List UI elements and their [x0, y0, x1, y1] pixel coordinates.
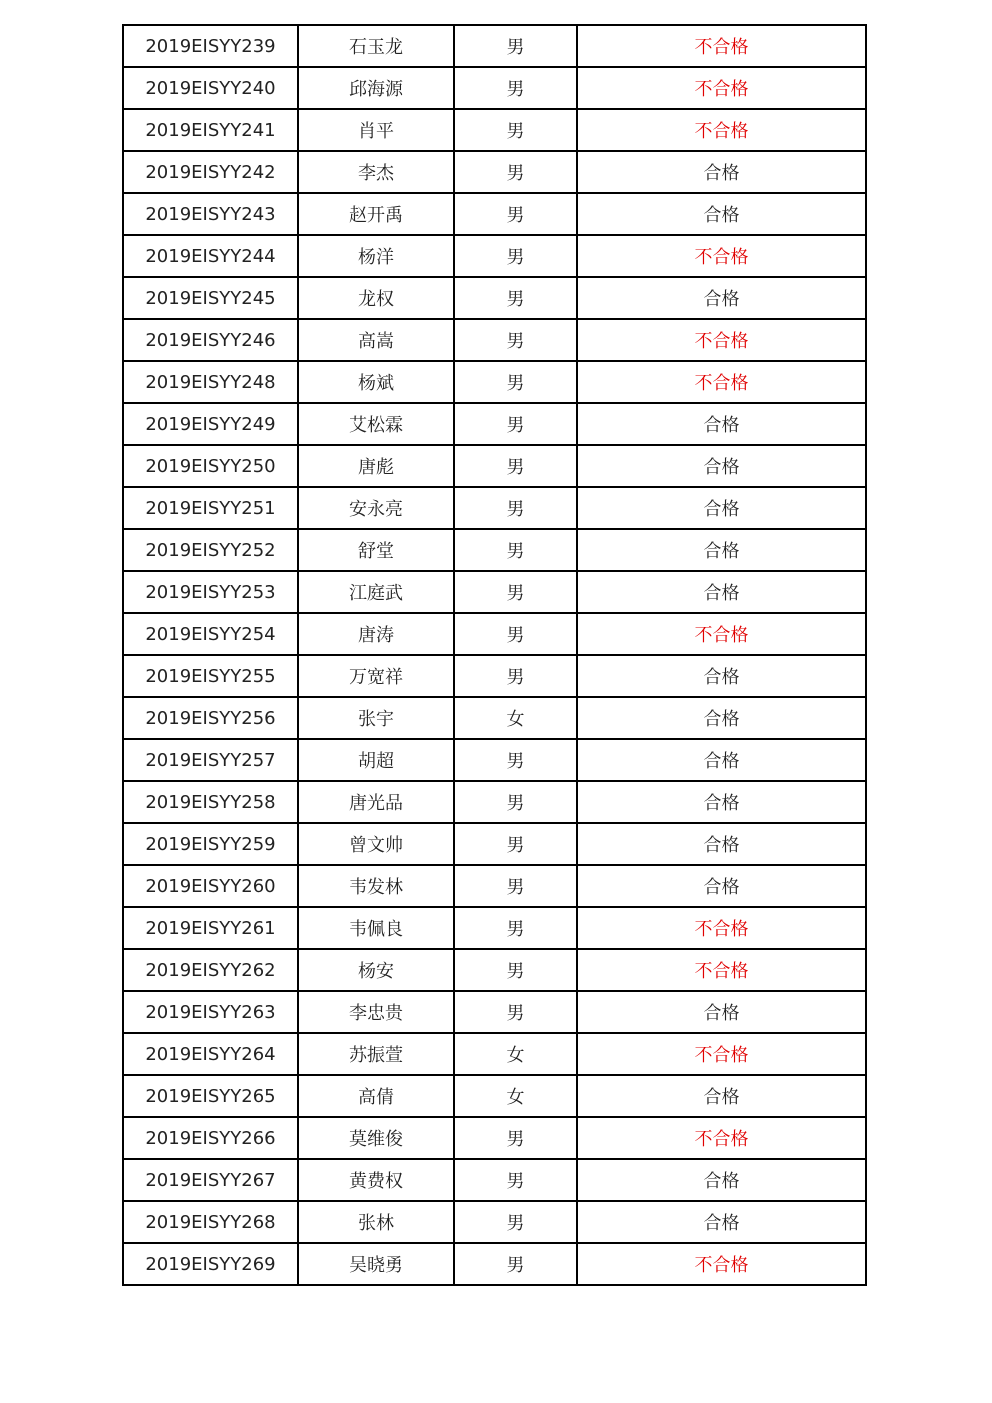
result-cell: 合格	[577, 151, 866, 193]
exam-id-cell: 2019EISYY264	[123, 1033, 298, 1075]
result-cell: 合格	[577, 697, 866, 739]
gender-cell: 男	[454, 907, 577, 949]
result-cell: 合格	[577, 823, 866, 865]
table-row	[123, 403, 866, 445]
gender-cell: 女	[454, 697, 577, 739]
name-cell: 艾松霖	[298, 403, 454, 445]
exam-id-cell: 2019EISYY254	[123, 613, 298, 655]
gender-cell: 男	[454, 151, 577, 193]
gender-cell: 男	[454, 865, 577, 907]
name-cell: 邱海源	[298, 67, 454, 109]
gender-cell: 女	[454, 1075, 577, 1117]
exam-id-cell: 2019EISYY257	[123, 739, 298, 781]
table-row	[123, 613, 866, 655]
gender-cell: 男	[454, 67, 577, 109]
table-row	[123, 319, 866, 361]
exam-id-cell: 2019EISYY242	[123, 151, 298, 193]
exam-id-cell: 2019EISYY268	[123, 1201, 298, 1243]
exam-id-cell: 2019EISYY256	[123, 697, 298, 739]
exam-id-cell: 2019EISYY259	[123, 823, 298, 865]
name-cell: 高倩	[298, 1075, 454, 1117]
name-cell: 吴晓勇	[298, 1243, 454, 1285]
result-cell: 合格	[577, 487, 866, 529]
table-row	[123, 151, 866, 193]
name-cell: 肖平	[298, 109, 454, 151]
results-table	[122, 24, 867, 1286]
gender-cell: 男	[454, 277, 577, 319]
gender-cell: 男	[454, 25, 577, 67]
exam-id-cell: 2019EISYY248	[123, 361, 298, 403]
name-cell: 黄费权	[298, 1159, 454, 1201]
gender-cell: 男	[454, 529, 577, 571]
name-cell: 舒堂	[298, 529, 454, 571]
result-cell: 不合格	[577, 907, 866, 949]
gender-cell: 女	[454, 1033, 577, 1075]
exam-id-cell: 2019EISYY240	[123, 67, 298, 109]
table-row	[123, 949, 866, 991]
exam-id-cell: 2019EISYY239	[123, 25, 298, 67]
exam-id-cell: 2019EISYY245	[123, 277, 298, 319]
result-cell: 不合格	[577, 361, 866, 403]
table-row	[123, 487, 866, 529]
result-cell: 合格	[577, 991, 866, 1033]
gender-cell: 男	[454, 823, 577, 865]
result-cell: 合格	[577, 193, 866, 235]
table-row	[123, 823, 866, 865]
table-row	[123, 529, 866, 571]
gender-cell: 男	[454, 1243, 577, 1285]
name-cell: 杨安	[298, 949, 454, 991]
table-row	[123, 907, 866, 949]
result-cell: 合格	[577, 403, 866, 445]
name-cell: 苏振萱	[298, 1033, 454, 1075]
table-row	[123, 991, 866, 1033]
name-cell: 万宽祥	[298, 655, 454, 697]
name-cell: 江庭武	[298, 571, 454, 613]
result-cell: 不合格	[577, 235, 866, 277]
result-cell: 不合格	[577, 949, 866, 991]
gender-cell: 男	[454, 235, 577, 277]
exam-id-cell: 2019EISYY265	[123, 1075, 298, 1117]
name-cell: 唐光品	[298, 781, 454, 823]
table-row	[123, 781, 866, 823]
gender-cell: 男	[454, 613, 577, 655]
exam-id-cell: 2019EISYY244	[123, 235, 298, 277]
result-cell: 合格	[577, 1159, 866, 1201]
exam-id-cell: 2019EISYY267	[123, 1159, 298, 1201]
result-cell: 合格	[577, 865, 866, 907]
gender-cell: 男	[454, 487, 577, 529]
result-cell: 不合格	[577, 613, 866, 655]
result-cell: 不合格	[577, 67, 866, 109]
exam-id-cell: 2019EISYY261	[123, 907, 298, 949]
name-cell: 安永亮	[298, 487, 454, 529]
exam-id-cell: 2019EISYY266	[123, 1117, 298, 1159]
gender-cell: 男	[454, 991, 577, 1033]
name-cell: 杨洋	[298, 235, 454, 277]
name-cell: 唐涛	[298, 613, 454, 655]
gender-cell: 男	[454, 949, 577, 991]
result-cell: 合格	[577, 781, 866, 823]
table-row	[123, 1075, 866, 1117]
exam-id-cell: 2019EISYY251	[123, 487, 298, 529]
table-row	[123, 865, 866, 907]
table-row	[123, 1033, 866, 1075]
gender-cell: 男	[454, 445, 577, 487]
name-cell: 张宇	[298, 697, 454, 739]
table-row	[123, 1243, 866, 1285]
gender-cell: 男	[454, 1201, 577, 1243]
table-row	[123, 109, 866, 151]
result-cell: 合格	[577, 1201, 866, 1243]
name-cell: 李杰	[298, 151, 454, 193]
table-row	[123, 571, 866, 613]
exam-id-cell: 2019EISYY269	[123, 1243, 298, 1285]
name-cell: 韦发林	[298, 865, 454, 907]
table-row	[123, 193, 866, 235]
table-row	[123, 277, 866, 319]
exam-id-cell: 2019EISYY260	[123, 865, 298, 907]
exam-id-cell: 2019EISYY258	[123, 781, 298, 823]
name-cell: 曾文帅	[298, 823, 454, 865]
name-cell: 李忠贵	[298, 991, 454, 1033]
result-cell: 合格	[577, 1075, 866, 1117]
result-cell: 不合格	[577, 25, 866, 67]
result-cell: 合格	[577, 571, 866, 613]
table-row	[123, 235, 866, 277]
results-table-body	[123, 25, 866, 1285]
gender-cell: 男	[454, 571, 577, 613]
exam-id-cell: 2019EISYY249	[123, 403, 298, 445]
gender-cell: 男	[454, 655, 577, 697]
result-cell: 合格	[577, 739, 866, 781]
name-cell: 唐彪	[298, 445, 454, 487]
name-cell: 杨斌	[298, 361, 454, 403]
table-row	[123, 1159, 866, 1201]
result-cell: 合格	[577, 655, 866, 697]
table-row	[123, 1201, 866, 1243]
gender-cell: 男	[454, 739, 577, 781]
gender-cell: 男	[454, 109, 577, 151]
exam-id-cell: 2019EISYY241	[123, 109, 298, 151]
gender-cell: 男	[454, 1117, 577, 1159]
exam-id-cell: 2019EISYY262	[123, 949, 298, 991]
exam-id-cell: 2019EISYY246	[123, 319, 298, 361]
exam-id-cell: 2019EISYY255	[123, 655, 298, 697]
table-row	[123, 25, 866, 67]
result-cell: 合格	[577, 277, 866, 319]
gender-cell: 男	[454, 403, 577, 445]
result-cell: 合格	[577, 445, 866, 487]
result-cell: 不合格	[577, 1243, 866, 1285]
table-row	[123, 739, 866, 781]
name-cell: 韦佩良	[298, 907, 454, 949]
name-cell: 莫维俊	[298, 1117, 454, 1159]
name-cell: 龙权	[298, 277, 454, 319]
table-row	[123, 67, 866, 109]
table-row	[123, 445, 866, 487]
result-cell: 不合格	[577, 1117, 866, 1159]
gender-cell: 男	[454, 1159, 577, 1201]
table-row	[123, 655, 866, 697]
gender-cell: 男	[454, 781, 577, 823]
exam-id-cell: 2019EISYY253	[123, 571, 298, 613]
table-row	[123, 361, 866, 403]
exam-id-cell: 2019EISYY252	[123, 529, 298, 571]
name-cell: 胡超	[298, 739, 454, 781]
result-cell: 不合格	[577, 1033, 866, 1075]
result-cell: 合格	[577, 529, 866, 571]
name-cell: 赵开禹	[298, 193, 454, 235]
gender-cell: 男	[454, 361, 577, 403]
exam-id-cell: 2019EISYY263	[123, 991, 298, 1033]
name-cell: 张林	[298, 1201, 454, 1243]
table-row	[123, 1117, 866, 1159]
exam-id-cell: 2019EISYY250	[123, 445, 298, 487]
name-cell: 石玉龙	[298, 25, 454, 67]
result-cell: 不合格	[577, 319, 866, 361]
exam-id-cell: 2019EISYY243	[123, 193, 298, 235]
gender-cell: 男	[454, 319, 577, 361]
table-row	[123, 697, 866, 739]
result-cell: 不合格	[577, 109, 866, 151]
name-cell: 高嵩	[298, 319, 454, 361]
gender-cell: 男	[454, 193, 577, 235]
